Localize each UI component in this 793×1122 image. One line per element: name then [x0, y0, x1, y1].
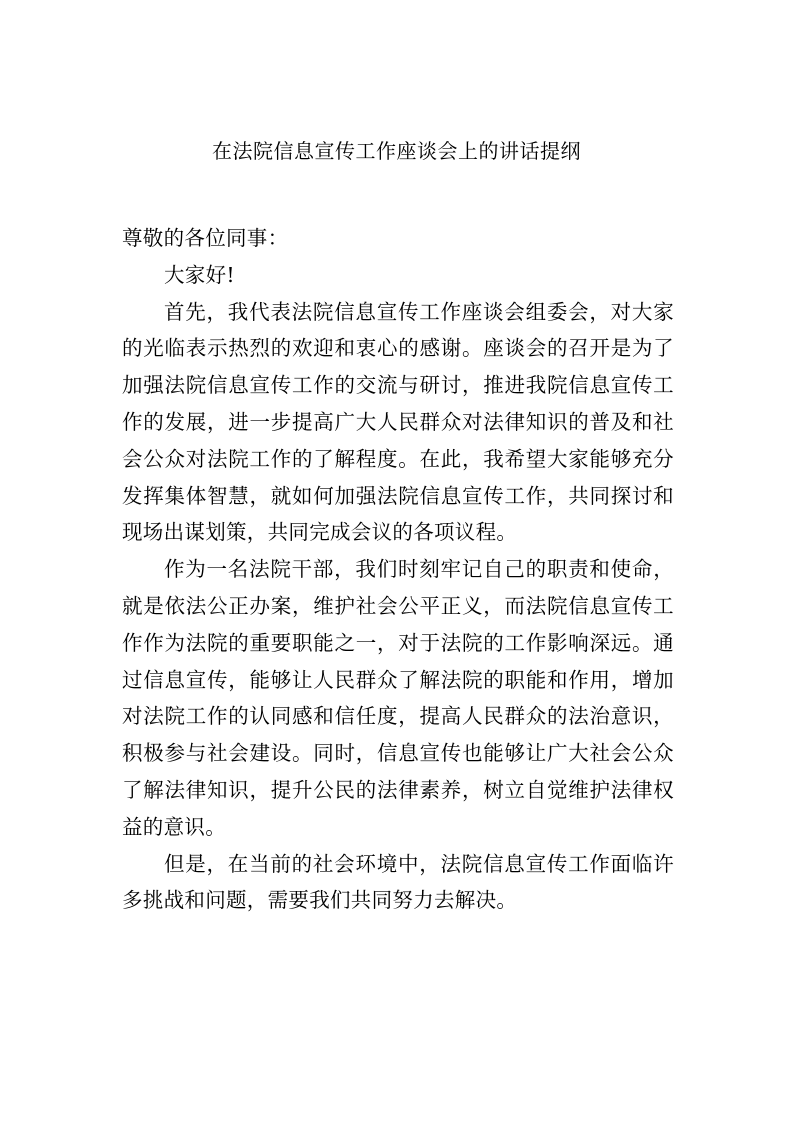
- salutation: 尊敬的各位同事：: [122, 226, 289, 250]
- paragraph-opening: 首先，我代表法院信息宣传工作座谈会组委会，对大家的光临表示热烈的欢迎和衷心的感谢。座谈会的召开是为了加强法院信息宣传工作的交流与研讨，推进我院信息宣传工作的发展，进一步提高广大人民群众对法律知识的普及和社会公众对法院工作的了解程度。在此，我希望大家能够充分发挥集体智慧，就如何加强法院信息宣传工作，共同探讨和现场出谋划策，共同完成会议的各项议程。: [122, 299, 674, 545]
- document-title: 在法院信息宣传工作座谈会上的讲话提纲: [212, 139, 581, 163]
- paragraph-challenges: 但是，在当前的社会环境中，法院信息宣传工作面临许多挑战和问题，需要我们共同努力去解决。: [122, 851, 674, 913]
- paragraph-role: 作为一名法院干部，我们时刻牢记自己的职责和使命，就是依法公正办案，维护社会公平正义，而法院信息宣传工作作为法院的重要职能之一，对于法院的工作影响深远。通过信息宣传，能够让人民群众了解法院的职能和作用，增加对法院工作的认同感和信任度，提高人民群众的法治意识，积极参与社会建设。同时，信息宣传也能够让广大社会公众了解法律知识，提升公民的法律素养，树立自觉维护法律权益的意识。: [122, 557, 674, 839]
- document-body: [122, 220, 674, 919]
- paragraph-greeting: 大家好!: [164, 262, 235, 287]
